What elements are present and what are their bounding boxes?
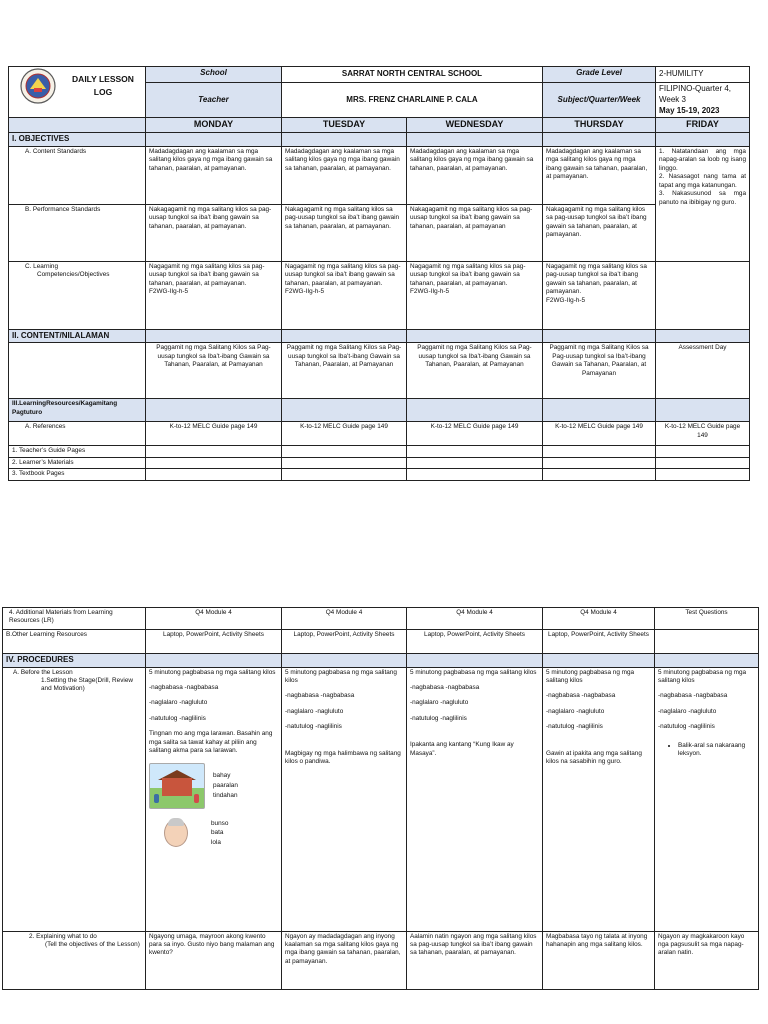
review-bullet-list [658, 742, 755, 759]
grade-value: 2-HUMILITY [656, 67, 750, 83]
subject-value [656, 83, 750, 118]
other-resources-mon: Laptop, PowerPoint, Activity Sheets [146, 630, 282, 654]
day-header-wednesday: WEDNESDAY [407, 118, 543, 133]
choice-bunso: bunso [211, 819, 229, 827]
explaining-tue: Ngayon ay madadagdagan ang inyong kaalaman sa mga salitang kilos gaya ng mga ibang gawain sa tahanan, paaralan, at pamayanan. [282, 931, 407, 989]
additional-materials-wed: Q4 Module 4 [407, 608, 543, 630]
before-lesson-mon [146, 667, 282, 931]
word-pair-1: -nagbabasa -nagbabasa [546, 692, 616, 700]
before-lesson-mon-instructions: Tingnan mo ang mga larawan. Basahin ang mga salita sa tawat kahay at piliin ang salitang akma para sa larawan. [149, 730, 273, 755]
word-pair-2: -naglalaro -nagluluto [410, 699, 469, 707]
additional-materials-thu: Q4 Module 4 [543, 608, 655, 630]
performance-standards-wed: Nakagagamit ng mga salitang kilos sa pag-uusap tungkol sa iba’t ibang gawain sa tahanan, paaralan, at pamayanan [407, 204, 543, 261]
school-label: School [146, 67, 282, 83]
day-header-thursday: THURSDAY [543, 118, 656, 133]
word-pair-3: -natutulog -naglilinis [285, 723, 342, 731]
subject-dates: May 15-19, 2023 [659, 105, 720, 115]
before-lesson-tue [282, 667, 407, 931]
references-label: A. References [9, 422, 146, 446]
content-tue: Paggamit ng mga Salitang Kilos sa Pag-uusap tungkol sa Iba’t-ibang Gawain sa Tahanan, Paaralan, at Pamayanan [282, 343, 407, 399]
word-pair-3: -natutulog -naglilinis [546, 723, 603, 731]
before-lesson-thu [543, 667, 655, 931]
competencies-label-line2: Competencies/Objectives [37, 271, 110, 279]
day-header-tuesday: TUESDAY [282, 118, 407, 133]
other-resources-label: B.Other Learning Resources [3, 630, 146, 654]
teacher-label: Teacher [146, 83, 282, 118]
competencies-wed-code: F2WG-IIg-h-5 [410, 288, 450, 296]
picture-choice-2 [149, 819, 278, 848]
before-lesson-thu-extra: Gawin at ipakita ang mga salitang kilos na sasabihin ng guro. [546, 749, 642, 766]
choice-bahay: bahay [213, 772, 231, 780]
learners-materials-label: 2. Learner’s Materials [9, 457, 146, 468]
competencies-label [9, 261, 146, 329]
review-bullet: • Balik-aral sa nakaraang leksyon. [678, 742, 755, 759]
other-resources-fri [655, 630, 759, 654]
subject-quarter-week: FILIPINO-Quarter 4, Week 3 [659, 84, 732, 104]
before-lesson-label-line1: A. Before the Lesson [13, 668, 73, 676]
references-tue: K-to-12 MELC Guide page 149 [282, 422, 407, 446]
subject-label: Subject/Quarter/Week [543, 83, 656, 118]
textbook-pages-label: 3. Textbook Pages [9, 469, 146, 480]
before-lesson-wed-intro: 5 minutong pagbabasa ng mga salitang kilos [410, 668, 537, 676]
competencies-thu [543, 261, 656, 329]
competencies-mon-code: F2WG-IIg-h-5 [149, 288, 189, 296]
section-resources: III.LearningResources/Kagamitang Pagtuturo [9, 399, 146, 422]
competencies-label-line1: C. Learning [25, 262, 59, 270]
before-lesson-label-line2: 1.Setting the Stage(Drill, Review and Motivation) [41, 677, 133, 693]
explaining-label-line2: (Tell the objectives of the Lesson) [45, 941, 140, 948]
grade-label: Grade Level [543, 67, 656, 83]
competencies-wed [407, 261, 543, 329]
competencies-mon-text: Nagagamit ng mga salitang kilos sa pag-uusap tungkol sa iba’t ibang gawain sa tahanan, paaralan, at pamayanan. [149, 262, 265, 287]
content-mon: Paggamit ng mga Salitang Kilos sa Pag-uusap tungkol sa Iba’t-ibang Gawain sa Tahanan, Paaralan, at Pamayanan [146, 343, 282, 399]
picture-choice-1 [149, 763, 278, 809]
performance-standards-mon: Nakagagamit ng mga salitang kilos sa pag-uusap tungkol sa iba’t ibang gawain sa tahanan, paaralan, at pamayanan. [146, 204, 282, 261]
doc-title-line1: DAILY LESSON [72, 74, 134, 85]
word-pair-3: -natutulog -naglilinis [658, 723, 715, 731]
day-header-friday: FRIDAY [656, 118, 750, 133]
before-lesson-tue-extra: Magbigay ng mga halimbawa ng salitang kilos o pandiwa. [285, 749, 401, 766]
content-standards-label: A. Content Standards [9, 146, 146, 204]
competencies-tue-text: Nagagamit ng mga salitang kilos sa pag-uusap tungkol sa iba’t ibang gawain sa tahanan, paaralan, at pamayanan. [285, 262, 401, 287]
content-fri: Assessment Day [656, 343, 750, 399]
content-standards-wed: Madadagdagan ang kaalaman sa mga salitang kilos gaya ng mga ibang gawain sa tahanan, paaralan, at pamayanan. [407, 146, 543, 204]
word-pair-2: -naglalaro -nagluluto [546, 707, 605, 715]
additional-materials-fri: Test Questions [655, 608, 759, 630]
performance-standards-label: B. Performance Standards [9, 204, 146, 261]
competencies-thu-code: F2WG-IIg-h-5 [546, 296, 586, 304]
choice-tindahan: tindahan [213, 791, 238, 799]
section-procedures: IV. PROCEDURES [3, 654, 146, 668]
before-lesson-mon-intro: 5 minutong pagbabasa ng mga salitang kilos [149, 668, 276, 676]
other-resources-wed: Laptop, PowerPoint, Activity Sheets [407, 630, 543, 654]
explaining-label-line1: 2. Explaining what to do [29, 932, 97, 940]
day-header-blank [9, 118, 146, 133]
word-pair-3: -natutulog -naglilinis [149, 714, 206, 722]
word-pair-1: -nagbabasa -nagbabasa [410, 684, 480, 691]
school-value: SARRAT NORTH CENTRAL SCHOOL [282, 67, 543, 83]
competencies-mon [146, 261, 282, 329]
explaining-thu: Magbabasa tayo ng talata at inyong hahanapin ang mga salitang kilos. [543, 931, 655, 989]
content-standards-tue: Madadagdagan ang kaalaman sa mga salitang kilos gaya ng mga ibang gawain sa tahanan, paaralan, at pamayanan. [282, 146, 407, 204]
content-thu: Paggamit ng mga Salitang Kilos sa Pag-uusap tungkol sa Iba’t-ibang Gawain sa Tahanan, Paaralan, at Pamayanan [543, 343, 656, 399]
other-resources-tue: Laptop, PowerPoint, Activity Sheets [282, 630, 407, 654]
references-thu: K-to-12 MELC Guide page 149 [543, 422, 656, 446]
content-wed: Paggamit ng mga Salitang Kilos sa Pag-uusap tungkol sa Iba’t-ibang Gawain sa Tahanan, Paaralan, at Pamayanan [407, 343, 543, 399]
lesson-log-table-bottom [2, 607, 759, 990]
additional-materials-label: 4. Additional Materials from Learning Resources (LR) [3, 608, 146, 630]
competencies-wed-text: Nagagamit ng mga salitang kilos sa pag-uusap tungkol sa iba’t ibang gawain sa tahanan, paaralan, at pamayanan. [410, 262, 526, 287]
competencies-tue-code: F2WG-IIg-h-5 [285, 288, 325, 296]
other-resources-thu: Laptop, PowerPoint, Activity Sheets [543, 630, 655, 654]
header-title-cell [9, 67, 146, 118]
competencies-thu-text: Nagagamit ng mga salitang kilos sa pag-uusap tungkol sa iba’t ibang gawain sa tahanan, paaralan, at pamayanan. [546, 262, 647, 296]
section-objectives: I. OBJECTIVES [9, 133, 146, 147]
explaining-label [3, 931, 146, 989]
before-lesson-label [3, 667, 146, 931]
school-picture [149, 763, 205, 809]
competencies-fri [656, 261, 750, 329]
before-lesson-wed-extra: Ipakanta ang kantang “Kung Ikaw ay Masaya”. [410, 741, 514, 757]
teachers-guide-label: 1. Teacher’s Guide Pages [9, 446, 146, 457]
word-pair-1: -nagbabasa -nagbabasa [149, 684, 219, 691]
choice-paaralan: paaralan [213, 781, 238, 789]
explaining-wed: Aalamin natin ngayon ang mga salitang kilos sa pag-uusap tungkol sa iba’t ibang gawain sa tahanan, paaralan, at pamayanan. [407, 931, 543, 989]
content-standards-fri: 1. Natatandaan ang mga napag-aralan sa loob ng isang linggo. 2. Nasasagot nang tama at tapat ang mga katanungan. 3. Nakasusunod sa mga panuto na ibibigay ng guro. [656, 146, 750, 261]
teacher-value: MRS. FRENZ CHARLAINE P. CALA [282, 83, 543, 118]
day-header-monday: MONDAY [146, 118, 282, 133]
before-lesson-fri [655, 667, 759, 931]
word-pair-3: -natutulog -naglilinis [410, 714, 467, 722]
content-standards-mon: Madadagdagan ang kaalaman sa mga salitang kilos gaya ng mga ibang gawain sa tahanan, paaralan, at pamayanan. [146, 146, 282, 204]
word-pair-2: -naglalaro -nagluluto [285, 707, 344, 715]
performance-standards-thu: Nakagagamit ng mga salitang kilos sa pag-uusap tungkol sa iba’t ibang gawain sa tahanan, paaralan, at pamayanan. [543, 204, 656, 261]
before-lesson-fri-intro: 5 minutong pagbabasa ng mga salitang kilos [658, 668, 747, 684]
grandmother-picture [164, 819, 188, 847]
competencies-tue [282, 261, 407, 329]
doc-title-line2: LOG [93, 87, 113, 97]
before-lesson-tue-intro: 5 minutong pagbabasa ng mga salitang kilos [285, 668, 397, 684]
word-pair-2: -naglalaro -nagluluto [149, 699, 208, 707]
references-fri: K-to-12 MELC Guide page 149 [656, 422, 750, 446]
additional-materials-tue: Q4 Module 4 [282, 608, 407, 630]
explaining-fri: Ngayon ay magkakaroon kayo nga pagsusulit sa mga napag-aralan natin. [655, 931, 759, 989]
choice-bata: bata [211, 829, 224, 837]
before-lesson-thu-intro: 5 minutong pagbabasa ng mga salitang kilos [546, 668, 635, 684]
references-wed: K-to-12 MELC Guide page 149 [407, 422, 543, 446]
content-blank [9, 343, 146, 399]
word-pair-1: -nagbabasa -nagbabasa [658, 692, 728, 700]
deped-seal-icon [15, 67, 61, 105]
performance-standards-tue: Nakagagamit ng mga salitang kilos sa pag-uusap tungkol sa iba’t ibang gawain sa tahanan, paaralan, at pamayanan. [282, 204, 407, 261]
content-standards-thu: Madadagdagan ang kaalaman sa mga salitang kilos gaya ng mga ibang gawain sa tahanan, paaralan, at pamayanan. [543, 146, 656, 204]
references-mon: K-to-12 MELC Guide page 149 [146, 422, 282, 446]
choice-lola: lola [211, 838, 221, 846]
explaining-mon: Ngayong umaga, mayroon akong kwento para sa inyo. Gusto niyo bang malaman ang kwento? [146, 931, 282, 989]
additional-materials-mon: Q4 Module 4 [146, 608, 282, 630]
word-pair-2: -naglalaro -nagluluto [658, 707, 717, 715]
word-pair-1: -nagbabasa -nagbabasa [285, 692, 355, 700]
section-content: II. CONTENT/NILALAMAN [9, 329, 146, 343]
before-lesson-wed [407, 667, 543, 931]
lesson-log-table-top [8, 66, 750, 481]
